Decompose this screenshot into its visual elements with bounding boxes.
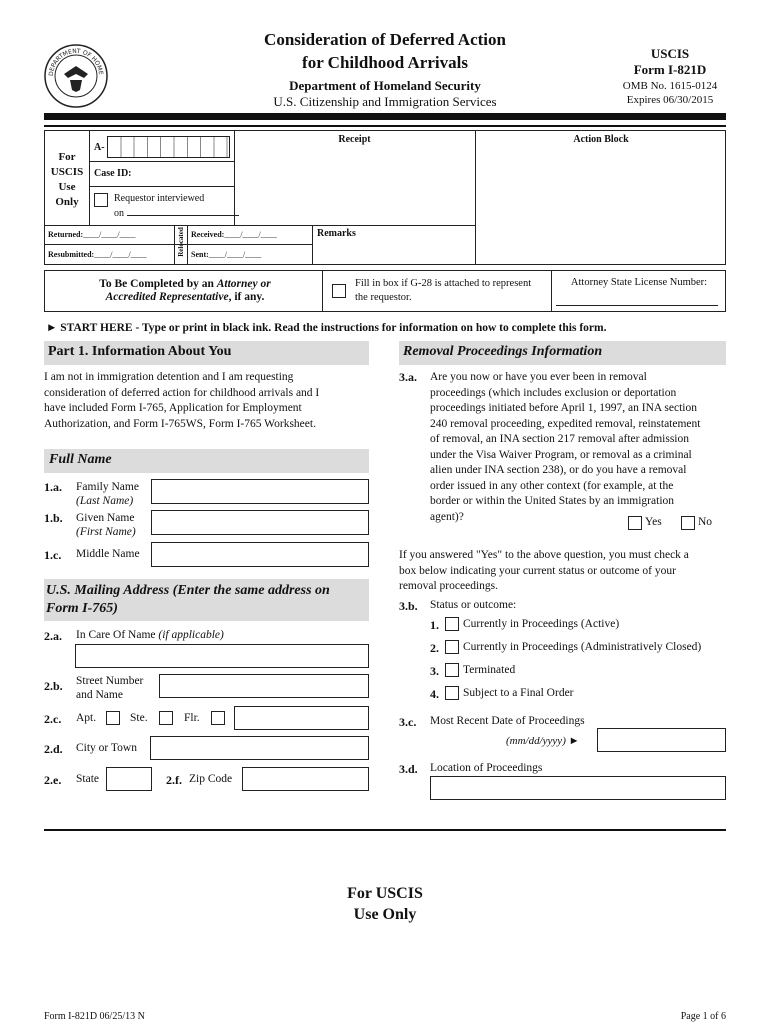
field-2d-number: 2.d. [44, 742, 63, 756]
field-2f-number: 2.f. [166, 773, 182, 787]
state-input[interactable] [106, 767, 152, 791]
form-id-footer: Form I-821D 06/25/13 N [44, 1011, 145, 1022]
full-name-heading: Full Name [49, 452, 112, 467]
removal-yes-checkbox[interactable] [628, 516, 642, 530]
part1-title: Part 1. Information About You [48, 344, 232, 359]
option-admin-closed-checkbox[interactable] [445, 640, 459, 654]
removal-no-label: No [698, 516, 713, 528]
received-field: Received:____/____/____ [191, 230, 277, 239]
attorney-completed-by: To Be Completed by an Attorney or Accredited Representative, if any. [99, 278, 271, 303]
removal-title: Removal Proceedings Information [403, 344, 603, 359]
remarks-divider [312, 225, 313, 265]
header-rule-thin [44, 125, 726, 127]
date-format-hint: (mm/dd/yyyy) ► [506, 735, 580, 747]
footer-rule [44, 829, 726, 831]
city-input[interactable] [150, 736, 369, 760]
a-number-input[interactable] [107, 136, 230, 158]
requestor-interviewed-label: Requestor interviewed [114, 193, 205, 204]
option-terminated-checkbox[interactable] [445, 663, 459, 677]
apt-checkbox[interactable] [106, 711, 120, 725]
most-recent-date-label: Most Recent Date of Proceedings [430, 715, 585, 727]
middle-name-label: Middle Name [76, 548, 140, 560]
middle-name-input[interactable] [151, 542, 369, 567]
g28-attached-checkbox[interactable] [332, 284, 346, 298]
street-label: Street Number and Name [76, 675, 144, 701]
option-2-number: 2. [430, 641, 439, 655]
omb-number: OMB No. 1615-0124 [622, 80, 718, 92]
flr-checkbox[interactable] [211, 711, 225, 725]
attorney-license-input[interactable] [556, 290, 718, 306]
field-1a-number: 1.a. [44, 480, 62, 494]
field-1c-number: 1.c. [44, 548, 62, 562]
remarks-top-rule [312, 225, 475, 226]
resubmitted-field: Resubmitted:____/____/____ [48, 250, 147, 259]
case-id-row-divider [89, 186, 234, 187]
part1-intro: I am not in immigration detention and I am requesting consideration of deferred action for childhood arrivals and I have included Form I-765, Application for Employment Authorization, and Form I-765WS, Form I-765 Worksheet. [44, 371, 320, 430]
apt-label: Apt. [76, 712, 97, 724]
receipt-action-divider [475, 130, 476, 265]
question-3a-number: 3.a. [399, 370, 417, 384]
ste-label: Ste. [130, 712, 148, 724]
for-uscis-use-only: For USCIS Use Only [50, 151, 84, 208]
family-name-input[interactable] [151, 479, 369, 504]
attorney-g28-divider [322, 271, 323, 311]
attorney-license-label: Attorney State License Number: [570, 277, 708, 288]
flr-label: Flr. [184, 712, 200, 724]
field-1b-number: 1.b. [44, 511, 63, 525]
relocated-left-rule [174, 225, 175, 265]
option-3-number: 3. [430, 664, 439, 678]
case-id-label: Case ID: [94, 168, 132, 179]
interviewed-on-label: on [114, 208, 239, 219]
expiration-date: Expires 06/30/2015 [626, 94, 714, 106]
seal-text: DEPARTMENT OF HOME [47, 47, 105, 77]
field-2c-number: 2.c. [44, 712, 62, 726]
start-here-instructions: ► START HERE - Type or print in black ink. Read the instructions for information on how to complete this form. [46, 322, 607, 334]
returned-field: Returned:____/____/____ [48, 230, 136, 239]
removal-no-checkbox[interactable] [681, 516, 695, 530]
arrow-right-icon: ► [568, 735, 580, 747]
page-number: Page 1 of 6 [680, 1011, 726, 1022]
a-number-prefix: A- [94, 142, 105, 153]
question-3d-number: 3.d. [399, 762, 418, 776]
question-3b-number: 3.b. [399, 599, 418, 613]
family-name-label: Family Name (Last Name) [76, 481, 139, 507]
in-care-of-label: In Care Of Name (if applicable) [76, 629, 224, 641]
option-final-order-checkbox[interactable] [445, 686, 459, 700]
in-care-of-input[interactable] [75, 644, 369, 668]
field-2e-number: 2.e. [44, 773, 62, 787]
street-input[interactable] [159, 674, 369, 698]
g28-attached-label: Fill in box if G-28 is attached to represent the requestor. [355, 278, 532, 303]
given-name-input[interactable] [151, 510, 369, 535]
receipt-label: Receipt [338, 134, 371, 145]
relocated-right-rule [187, 225, 188, 265]
option-admin-closed-label: Currently in Proceedings (Administratively Closed) [463, 641, 702, 653]
option-active-checkbox[interactable] [445, 617, 459, 631]
option-1-number: 1. [430, 618, 439, 632]
option-active-label: Currently in Proceedings (Active) [463, 618, 620, 630]
city-label: City or Town [76, 742, 137, 754]
form-title-line1: Consideration of Deferred Action [264, 30, 506, 49]
agency-name: U.S. Citizenship and Immigration Services [273, 94, 497, 109]
option-terminated-label: Terminated [463, 664, 516, 676]
location-label: Location of Proceedings [430, 762, 543, 774]
unit-number-input[interactable] [234, 706, 369, 730]
department-name: Department of Homeland Security [289, 78, 481, 93]
relocated-label: Relocated [177, 227, 185, 257]
form-number: Form I-821D [633, 62, 707, 77]
removal-yes-label: Yes [645, 516, 662, 528]
dhs-seal [44, 44, 108, 108]
sent-field: Sent:____/____/____ [191, 250, 262, 259]
ste-checkbox[interactable] [159, 711, 173, 725]
requestor-interviewed-checkbox[interactable] [94, 193, 108, 207]
header-rule [44, 113, 726, 120]
status-outcome-label: Status or outcome: [430, 599, 517, 611]
option-final-order-label: Subject to a Final Order [463, 687, 574, 699]
zip-input[interactable] [242, 767, 369, 791]
zip-label: Zip Code [189, 773, 233, 785]
license-divider [551, 271, 552, 311]
field-2a-number: 2.a. [44, 629, 62, 643]
form-title-line2: for Childhood Arrivals [302, 53, 468, 72]
location-input[interactable] [430, 776, 726, 800]
field-2b-number: 2.b. [44, 679, 63, 693]
action-block-label: Action Block [573, 134, 629, 145]
if-yes-instructions: If you answered "Yes" to the above question, you must check a box below indicating your current status or outcome of your removal proceedings. [399, 549, 689, 592]
uscis-label: USCIS [650, 46, 690, 61]
uscis-use-only-footer: For USCIS Use Only [347, 885, 423, 923]
given-name-label: Given Name (First Name) [76, 512, 136, 538]
question-3c-number: 3.c. [399, 715, 417, 729]
option-4-number: 4. [430, 687, 439, 701]
mailing-address-heading: U.S. Mailing Address (Enter the same address on Form I-765) [46, 583, 330, 616]
question-3a-text: Are you now or have you ever been in removal proceedings (which includes exclusion or deportation proceedings initiated before April 1, 1997, an INA section 240 removal proceeding, expedited removal, reinstatement of removal, an INA section 217 removal after admission under the Visa Waiver Program, or removal as a criminal alien under INA section 238), or do you have a removal order issued in any other context (for example, at the border or within the United States by an immigration agent)? [430, 371, 701, 523]
most-recent-date-input[interactable] [597, 728, 726, 752]
remarks-label: Remarks [317, 228, 356, 239]
state-label: State [76, 773, 99, 785]
